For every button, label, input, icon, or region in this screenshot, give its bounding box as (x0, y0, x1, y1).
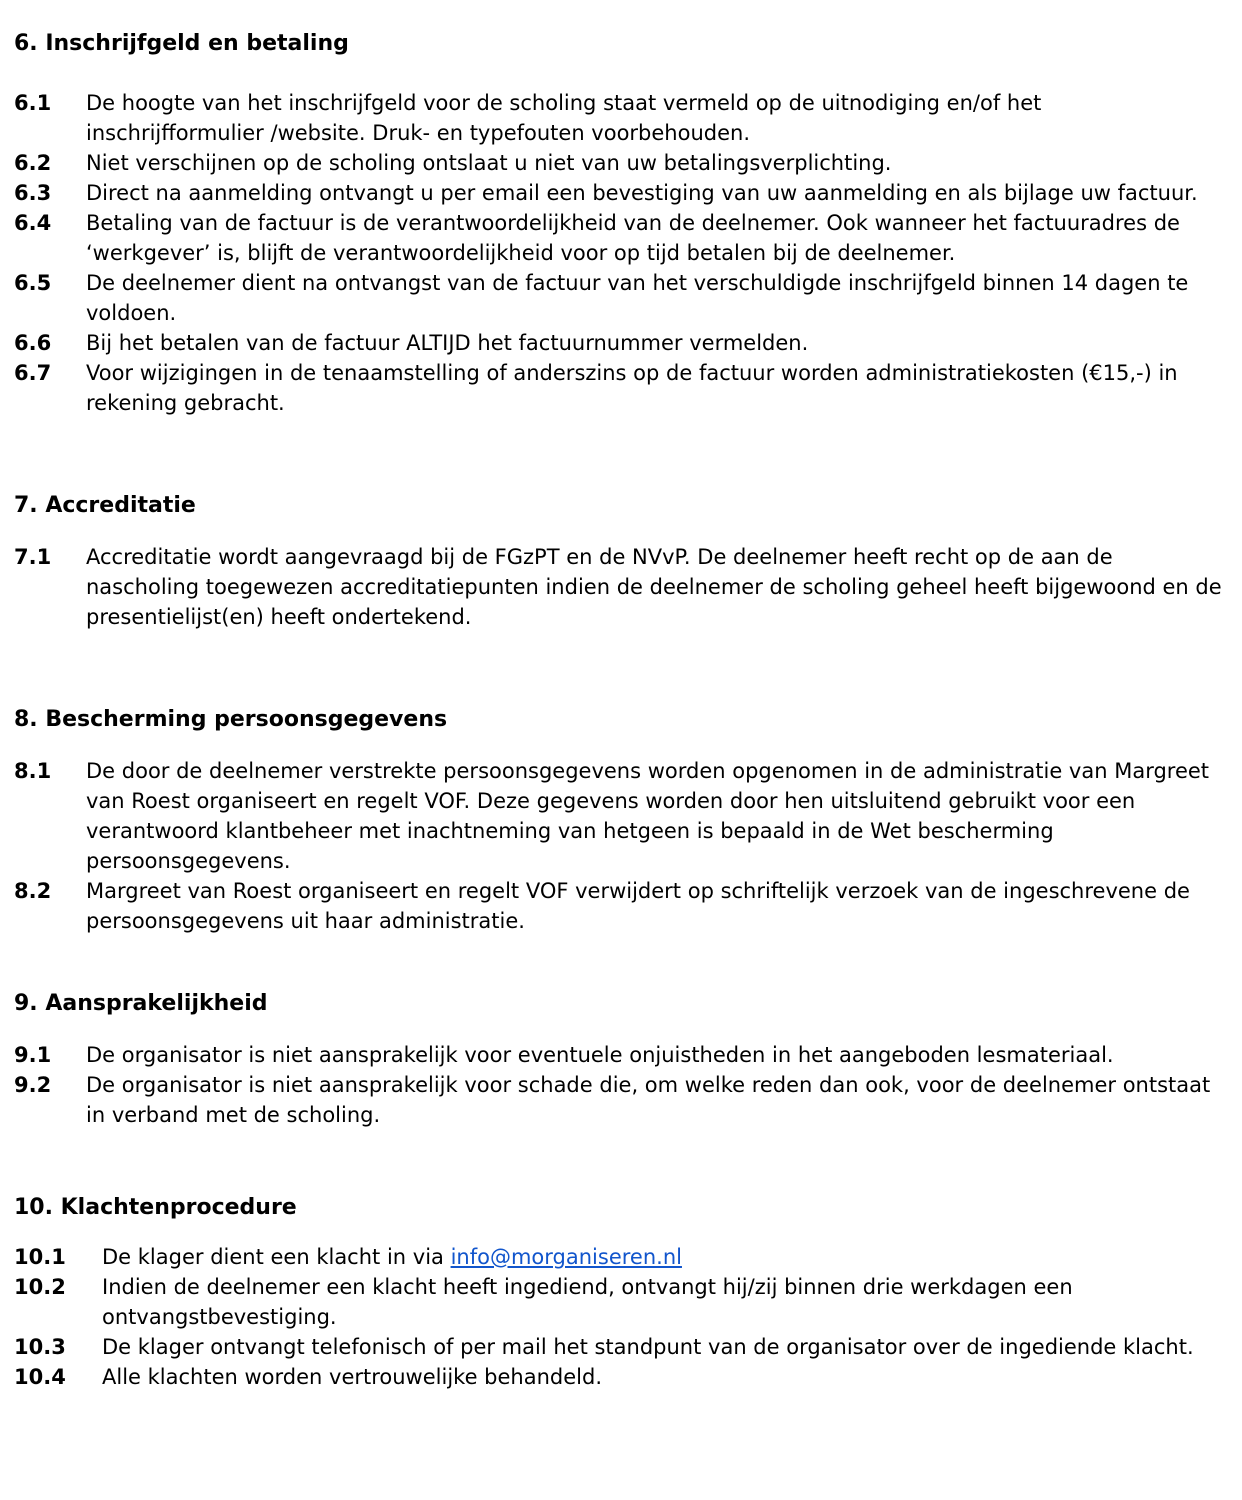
clause-text: Voor wijzigingen in de tenaamstelling of anderszins op de factuur worden administratiekosten (€15,-) in rekening gebracht. (86, 361, 1178, 415)
clause-item (14, 542, 1242, 632)
clause-item (14, 756, 1242, 876)
section-title: 6. Inschrijfgeld en betaling (14, 31, 349, 56)
clause-text: Alle klachten worden vertrouwelijke behandeld. (102, 1365, 602, 1389)
section-klachtenprocedure (14, 1192, 1242, 1392)
clause-text: De hoogte van het inschrijfgeld voor de scholing staat vermeld op de uitnodiging en/of het inschrijfformulier /website. Druk- en typefouten voorbehouden. (86, 91, 1042, 145)
clause-item (14, 1272, 1242, 1332)
clause-number: 6.2 (14, 151, 52, 175)
clause-number: 9.2 (14, 1073, 52, 1097)
section-items (14, 542, 1242, 632)
clause-item (14, 876, 1242, 936)
clause-item (14, 1332, 1242, 1362)
clause-text: De deelnemer dient na ontvangst van de factuur van het verschuldigde inschrijfgeld binnen 14 dagen te voldoen. (86, 271, 1189, 325)
clause-number: 10.4 (14, 1365, 66, 1389)
clause-item (14, 148, 1242, 178)
section-inschrijfgeld (14, 28, 1242, 418)
clause-text: Margreet van Roest organiseert en regelt VOF verwijdert op schriftelijk verzoek van de ingeschrevene de persoonsgegevens uit haar administratie. (86, 879, 1190, 933)
clause-number: 8.1 (14, 759, 52, 783)
clause-text: De door de deelnemer verstrekte persoonsgegevens worden opgenomen in de administratie van Margreet van Roest organiseert en regelt VOF. Deze gegevens worden door hen uitsluitend gebruikt voor een verantwoord klantbeheer met inachtneming van hetgeen is bepaald in de Wet bescherming persoonsgegevens. (86, 759, 1210, 873)
section-title: 10. Klachtenprocedure (14, 1195, 297, 1220)
clause-text: De organisator is niet aansprakelijk voor schade die, om welke reden dan ook, voor de deelnemer ontstaat in verband met de scholing. (86, 1073, 1211, 1127)
clause-item (14, 208, 1242, 268)
clause-item (14, 1242, 1242, 1272)
clause-item (14, 178, 1242, 208)
clause-item (14, 358, 1242, 418)
section-items (14, 1242, 1242, 1392)
clause-number: 10.3 (14, 1335, 66, 1359)
clause-number: 7.1 (14, 545, 52, 569)
section-bescherming-persoonsgegevens (14, 704, 1242, 936)
clause-number: 6.1 (14, 91, 52, 115)
section-title: 9. Aansprakelijkheid (14, 991, 268, 1016)
clause-number: 6.5 (14, 271, 52, 295)
clause-text: De organisator is niet aansprakelijk voor eventuele onjuistheden in het aangeboden lesmateriaal. (86, 1043, 1114, 1067)
clause-text: Betaling van de factuur is de verantwoordelijkheid van de deelnemer. Ook wanneer het factuuradres de ‘werkgever’ is, blijft de verantwoordelijkheid voor op tijd betalen bij de deelnemer. (86, 211, 1180, 265)
clause-item (14, 328, 1242, 358)
clause-text: Niet verschijnen op de scholing ontslaat u niet van uw betalingsverplichting. (86, 151, 892, 175)
clause-number: 6.7 (14, 361, 52, 385)
section-items (14, 756, 1242, 936)
section-items (14, 88, 1242, 418)
clause-number: 6.3 (14, 181, 52, 205)
clause-number: 10.1 (14, 1245, 66, 1269)
clause-text (102, 1242, 1242, 1272)
section-aansprakelijkheid (14, 988, 1242, 1130)
section-accreditatie (14, 490, 1242, 632)
clause-item (14, 268, 1242, 328)
clause-item (14, 1070, 1242, 1130)
clause-number: 9.1 (14, 1043, 52, 1067)
clause-number: 10.2 (14, 1275, 66, 1299)
email-link[interactable]: info@morganiseren.nl (450, 1245, 682, 1269)
clause-item (14, 1040, 1242, 1070)
section-items (14, 1040, 1242, 1130)
clause-text-lead: De klager dient een klacht in via (102, 1245, 451, 1269)
clause-text: De klager ontvangt telefonisch of per mail het standpunt van de organisator over de ingediende klacht. (102, 1335, 1194, 1359)
clause-text: Accreditatie wordt aangevraagd bij de FGzPT en de NVvP. De deelnemer heeft recht op de aan de nascholing toegewezen accreditatiepunten indien de deelnemer de scholing geheel heeft bijgewoond en de presentielijst(en) heeft ondertekend. (86, 545, 1222, 629)
clause-number: 6.6 (14, 331, 52, 355)
clause-item (14, 1362, 1242, 1392)
clause-text: Bij het betalen van de factuur ALTIJD het factuurnummer vermelden. (86, 331, 809, 355)
clause-number: 8.2 (14, 879, 52, 903)
section-title: 7. Accreditatie (14, 493, 196, 518)
clause-text: Indien de deelnemer een klacht heeft ingediend, ontvangt hij/zij binnen drie werkdagen een ontvangstbevestiging. (102, 1275, 1073, 1329)
section-title: 8. Bescherming persoonsgegevens (14, 707, 448, 732)
clause-item (14, 88, 1242, 148)
clause-text: Direct na aanmelding ontvangt u per email een bevestiging van uw aanmelding en als bijlage uw factuur. (86, 181, 1198, 205)
clause-number: 6.4 (14, 211, 52, 235)
